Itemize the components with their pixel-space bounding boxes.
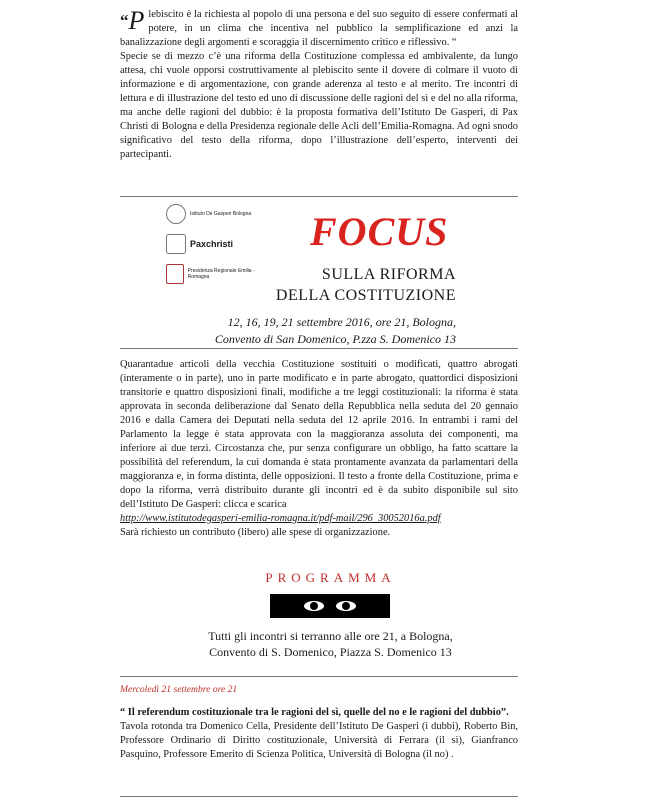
- pax-christi-logo: [166, 234, 266, 254]
- pax-christi-logo-icon: [166, 234, 186, 254]
- subtitle-line-2: DELLA COSTITUZIONE: [275, 287, 456, 304]
- divider: [120, 676, 518, 677]
- institute-logo-text: Istituto De Gasperi Bologna: [190, 211, 252, 217]
- acli-logo-text: Presidenza Regionale Emilia - Romagna: [187, 268, 255, 280]
- drop-cap-letter: P: [128, 6, 145, 35]
- acli-logo-icon: [166, 264, 184, 284]
- sponsor-logos: [166, 204, 266, 294]
- acli-logo: [166, 264, 266, 284]
- eyes-icon: [270, 594, 390, 618]
- program-info-line-2: Convento di S. Domenico, Piazza S. Domenico 13: [209, 645, 452, 659]
- intro-section: [120, 8, 518, 162]
- programma-title: PROGRAMMA: [265, 570, 396, 585]
- institute-logo-icon: [166, 204, 186, 224]
- body-section: [120, 358, 518, 540]
- intro-paragraph: Specie se di mezzo c’è una riforma della Costituzione complessa ed ambivalente, da lungo attesa, chi vuole opporsi costruttivamente al plebiscito sente il dovere di colmare il vuoto di informazione e di argomentazione, con grande aderenza al testo e al merito. Tre incontri di lettura e di illustrazione del testo ed uno di discussione delle ragioni del sì e del no alla riforma, ma anche delle ragioni del dubbio: è la proposta formativa dell’Istituto De Gasperi, di Pax Christi di Bologna e della Presidenza regionale delle Acli dell’Emilia-Romagna. Ad ogni snodo significativo del testo della riforma, dopo l’illustrazione dell’esperto, interventi dei partecipanti.: [120, 51, 518, 160]
- subtitle-line-1: SULLA RIFORMA: [321, 266, 456, 283]
- download-link[interactable]: http://www.istitutodegasperi-emilia-romagna.it/pdf-mail/296_30052016a.pdf: [120, 513, 441, 524]
- event-date: Mercoledì 21 settembre ore 21: [120, 684, 238, 695]
- event-title: “ Il referendum costituzionale tra le ragioni del sì, quelle del no e le ragioni del dubbio”.: [120, 707, 509, 718]
- dates-line-2: Convento di San Domenico, P.zza S. Domenico 13: [214, 332, 456, 346]
- event-description: Tavola rotonda tra Domenico Cella, Presidente dell’Istituto De Gasperi (i dubbi), Roberto Bin, Professore Ordinario di Diritto costituzionale, Università di Ferrara (il sì), Gianfranco Pasquino, Professore Emerito di Scienza Politica, Università di Bologna (il no) .: [120, 721, 518, 760]
- dates-line-1: 12, 16, 19, 21 settembre 2016, ore 21, Bologna,: [227, 315, 456, 329]
- body-paragraph: Quarantadue articoli della vecchia Costituzione sostituiti o modificati, quattro abrogati (interamente o in parte), uno in parte modificato e in parte abrogato, quattordici disposizioni transitorie e quattro disposizioni finali, modifiche a tre leggi costituzionali: la riforma è stata approvata in seconda deliberazione dal Senato della Repubblica nella seduta del 20 gennaio 2016 e dalla Camera dei Deputati nella seduta del 12 aprile 2016. In entrambi i rami del Parlamento la legge è stata approvata con la maggioranza assoluta dei componenti, ma inferiore ai due terzi. Circostanza che, pur senza configurare un obbligo, ha fatto scattare la possibilità del referendum, la cui domanda è stata prontamente avanzata da parlamentari della maggioranza e, in forma distinta, delle opposizioni. Il testo a fronte della Costituzione, prima e dopo la riforma, verrà distribuito durante gli incontri ed è da subito disponibile sul sito dell’Istituto De Gasperi: clicca e scarica: [120, 359, 518, 510]
- intro-quote: lebiscito è la richiesta al popolo di una persona e del suo seguito di essere confermati al potere, in un clima che incentiva nel pubblico la semplificazione ed anzi la banalizzazione degli argomenti e scoraggia il discernimento critico e riflessivo. “: [120, 9, 518, 48]
- event-dates: [215, 314, 456, 348]
- pax-christi-logo-text: Paxchristi: [190, 239, 234, 249]
- divider: [120, 796, 518, 797]
- open-quote-mark: “: [120, 11, 129, 30]
- divider: [120, 348, 518, 349]
- drop-cap: [120, 6, 145, 35]
- institute-logo: [166, 204, 266, 224]
- eyes-image: [270, 594, 390, 618]
- program-info-line-1: Tutti gli incontri si terranno alle ore 21, a Bologna,: [208, 629, 453, 643]
- event-block: [120, 706, 518, 762]
- program-info: [0, 628, 661, 660]
- focus-title: FOCUS: [310, 209, 449, 254]
- divider: [120, 196, 518, 197]
- contribution-note: Sarà richiesto un contributo (libero) alle spese di organizzazione.: [120, 527, 391, 538]
